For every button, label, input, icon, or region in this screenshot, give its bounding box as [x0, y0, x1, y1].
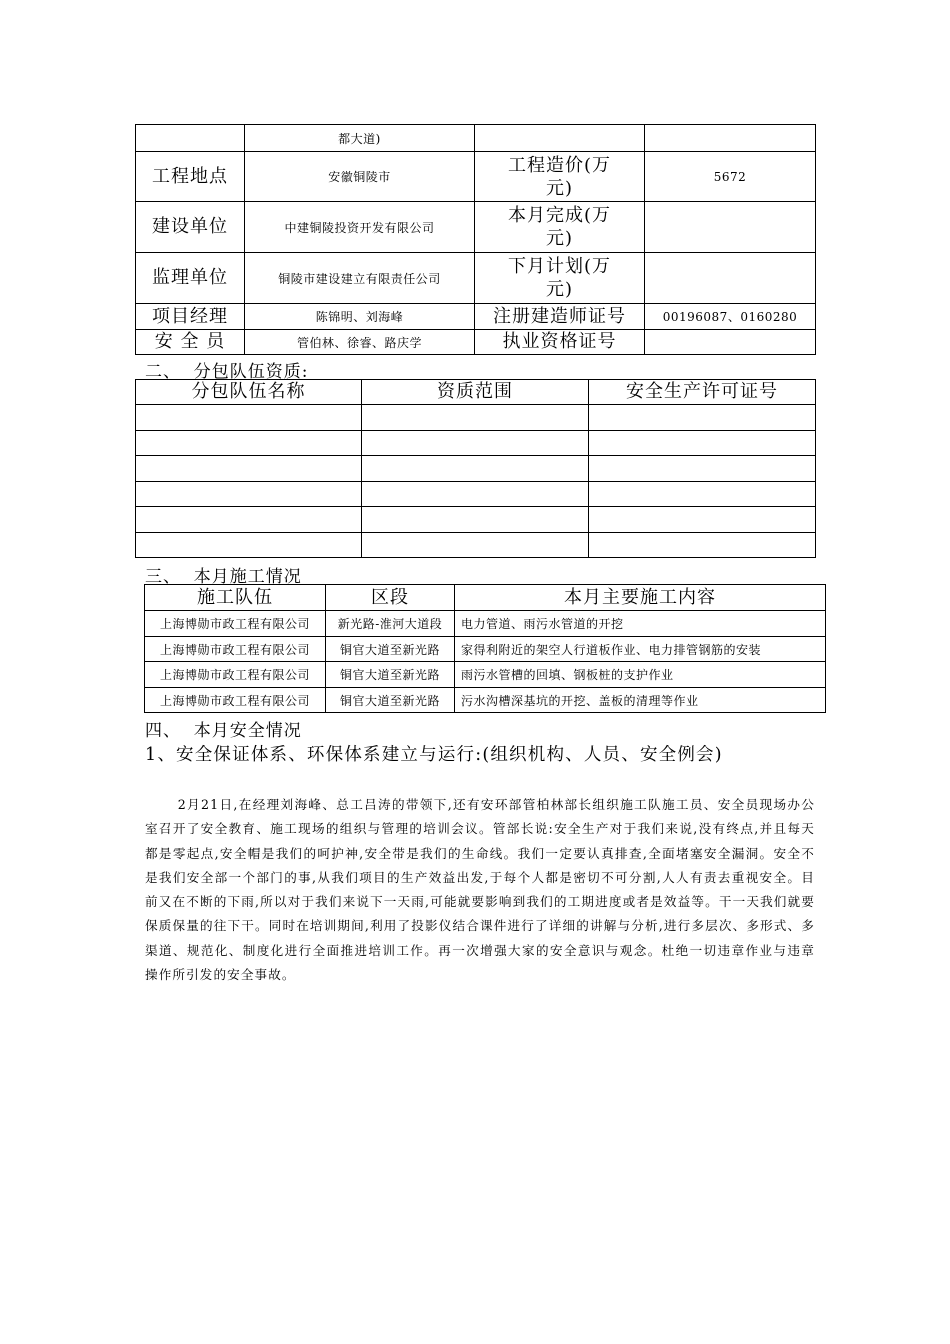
column-header: 区段 — [326, 585, 455, 611]
section-2-heading: 二、 分包队伍资质: — [145, 362, 309, 382]
content-cell: 雨污水管槽的回填、钢板桩的支护作业 — [455, 662, 826, 688]
supervision-unit-value: 铜陵市建设建立有限责任公司 — [245, 253, 475, 304]
column-header: 安全生产许可证号 — [589, 380, 816, 405]
table-row — [136, 330, 816, 355]
table-row — [136, 152, 816, 202]
table-row — [136, 253, 816, 304]
team-cell: 上海博勋市政工程有限公司 — [145, 611, 326, 637]
section-cell: 铜官大道至新光路 — [326, 637, 455, 662]
safety-paragraph-block — [145, 793, 815, 987]
table-row — [136, 202, 816, 253]
section-3-heading: 三、 本月施工情况 — [145, 567, 302, 587]
registration-number-value: 00196087、0160280 — [645, 304, 816, 330]
project-manager-label: 项目经理 — [136, 304, 245, 330]
table-row — [136, 431, 816, 456]
table-row — [136, 304, 816, 330]
table-row — [136, 482, 816, 507]
section-cell: 铜官大道至新光路 — [326, 688, 455, 713]
column-header: 资质范围 — [362, 380, 589, 405]
table-row — [136, 533, 816, 558]
team-cell: 上海博勋市政工程有限公司 — [145, 637, 326, 662]
team-cell: 上海博勋市政工程有限公司 — [145, 688, 326, 713]
empty-cell — [136, 405, 362, 431]
empty-cell — [589, 482, 816, 507]
content-cell: 电力管道、雨污水管道的开挖 — [455, 611, 826, 637]
project-manager-value: 陈锦明、刘海峰 — [245, 304, 475, 330]
empty-cell — [362, 533, 589, 558]
table-row — [145, 611, 826, 637]
safety-officer-label: 安 全 员 — [136, 330, 245, 355]
column-header: 本月主要施工内容 — [455, 585, 826, 611]
section-cell: 新光路-淮河大道段 — [326, 611, 455, 637]
empty-cell — [136, 125, 245, 152]
section-cell: 铜官大道至新光路 — [326, 662, 455, 688]
team-cell: 上海博勋市政工程有限公司 — [145, 662, 326, 688]
table-row — [136, 405, 816, 431]
content-cell: 家得利附近的架空人行道板作业、电力排管钢筋的安装 — [455, 637, 826, 662]
project-info-table — [135, 124, 816, 355]
safety-officer-value: 管伯林、徐睿、路庆学 — [245, 330, 475, 355]
safety-paragraph: 2月21日,在经理刘海峰、总工吕涛的带领下,还有安环部管柏林部长组织施工队施工员、安全员现场办公室召开了安全教育、施工现场的组织与管理的培训会议。管部长说:安全生产对于我们来说,没有终点,并且每天都是零起点,安全帽是我们的呵护神,安全带是我们的生命线。我们一定要认真排查,全面堵塞安全漏洞。安全不是我们安全部一个部门的事,从我们项目的生产效益出发,于每个人都是密切不可分割,人人有责去重视安全。目前又在不断的下雨,所以对于我们来说下一天雨,可能就要影响到我们的工期进度或者是效益等。干一天我们就要保质保量的往下干。同时在培训期间,利用了投影仪结合课件进行了详细的讲解与分析,进行多层次、多形式、多渠道、规范化、制度化进行全面推进培训工作。再一次增强大家的安全意识与观念。杜绝一切违章作业与违章操作所引发的安全事故。 — [145, 797, 815, 983]
empty-cell — [136, 533, 362, 558]
column-header: 施工队伍 — [145, 585, 326, 611]
content-cell: 污水沟槽深基坑的开挖、盖板的清理等作业 — [455, 688, 826, 713]
empty-cell — [589, 431, 816, 456]
empty-cell — [136, 431, 362, 456]
empty-cell — [362, 456, 589, 482]
next-month-plan-value — [645, 253, 816, 304]
table-row — [136, 456, 816, 482]
column-header: 分包队伍名称 — [136, 380, 362, 405]
table-row — [145, 637, 826, 662]
construction-unit-value: 中建铜陵投资开发有限公司 — [245, 202, 475, 253]
empty-cell — [362, 405, 589, 431]
section-4-subheading: 1、安全保证体系、环保体系建立与运行:(组织机构、人员、安全例会) — [145, 745, 723, 765]
subcontractor-table — [135, 379, 816, 558]
supervision-unit-label: 监理单位 — [136, 253, 245, 304]
table-row — [136, 507, 816, 533]
construction-unit-label: 建设单位 — [136, 202, 245, 253]
empty-cell — [362, 482, 589, 507]
qualification-number-value — [645, 330, 816, 355]
section-4-heading: 四、 本月安全情况 — [145, 721, 302, 741]
month-complete-value — [645, 202, 816, 253]
next-month-plan-label: 下月计划(万 元) — [475, 253, 645, 304]
construction-table — [144, 584, 826, 713]
table-row — [145, 688, 826, 713]
empty-cell — [645, 125, 816, 152]
month-complete-label: 本月完成(万 元) — [475, 202, 645, 253]
project-location-label: 工程地点 — [136, 152, 245, 202]
qualification-number-label: 执业资格证号 — [475, 330, 645, 355]
empty-cell — [589, 533, 816, 558]
empty-cell — [136, 507, 362, 533]
project-cost-label: 工程造价(万 元) — [475, 152, 645, 202]
empty-cell — [362, 507, 589, 533]
empty-cell — [475, 125, 645, 152]
empty-cell — [589, 507, 816, 533]
project-location-value: 安徽铜陵市 — [245, 152, 475, 202]
table-row — [136, 125, 816, 152]
empty-cell — [136, 456, 362, 482]
table-header-row — [145, 585, 826, 611]
project-cost-value: 5672 — [645, 152, 816, 202]
registration-number-label: 注册建造师证号 — [475, 304, 645, 330]
table-row — [145, 662, 826, 688]
table-header-row — [136, 380, 816, 405]
empty-cell — [589, 456, 816, 482]
empty-cell — [136, 482, 362, 507]
empty-cell — [589, 405, 816, 431]
location-continuation: 都大道) — [245, 125, 475, 152]
empty-cell — [362, 431, 589, 456]
